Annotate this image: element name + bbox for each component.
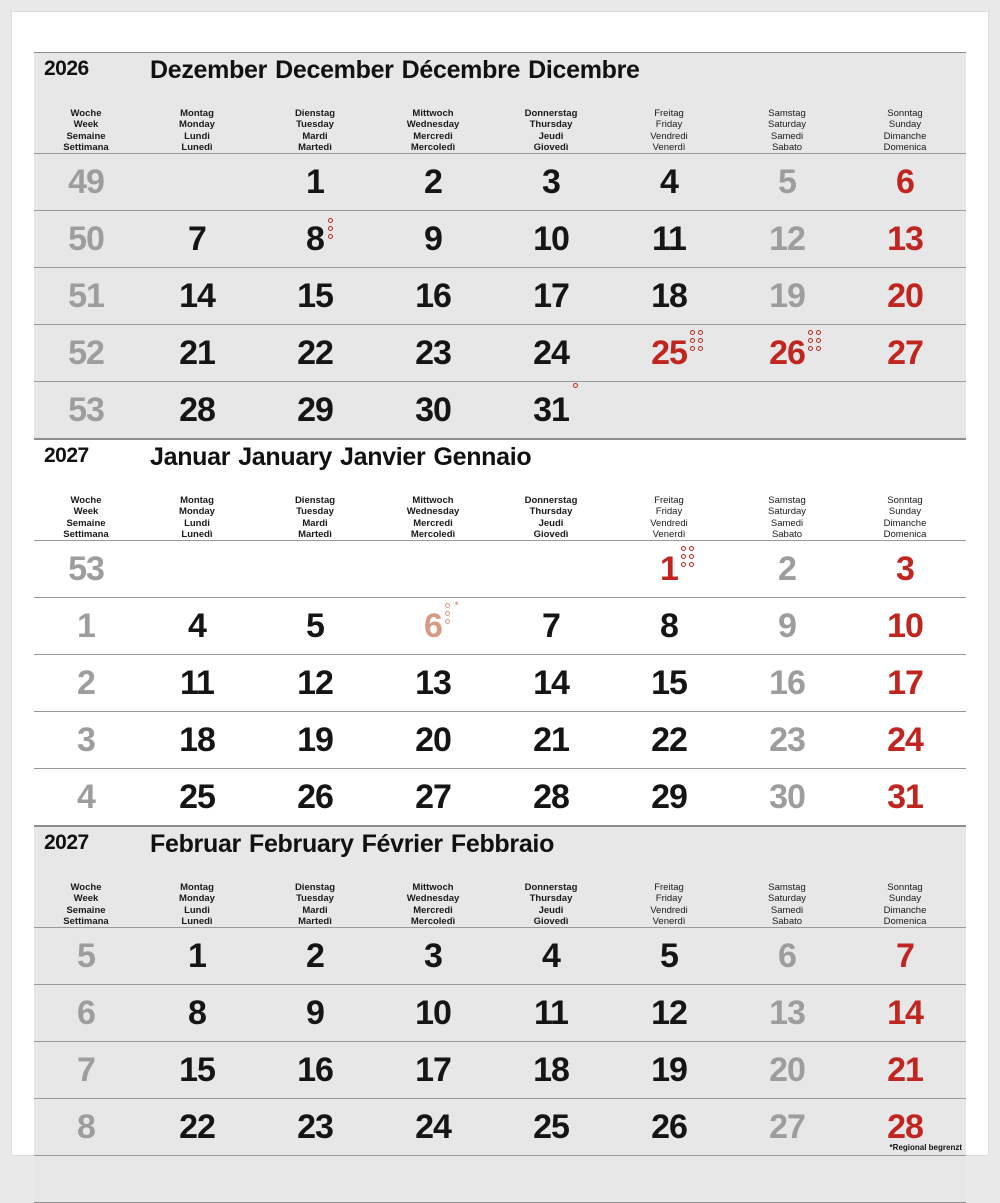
day-cell[interactable] — [610, 550, 728, 589]
footnote: *Regional begrenzt — [889, 1143, 962, 1152]
week-number: 51 — [68, 276, 104, 315]
day-cell[interactable] — [846, 220, 964, 259]
day-cell[interactable] — [256, 721, 374, 760]
day-number — [901, 391, 909, 430]
day-number: 4 — [188, 606, 206, 645]
week-number: 8 — [77, 1107, 95, 1146]
week-number: 53 — [68, 390, 104, 429]
day-number: 9 — [424, 219, 442, 258]
weekday-header-6: Samstag Saturday Samedi Sabato — [767, 882, 807, 927]
day-number: 31 — [533, 391, 569, 430]
day-number: 11 — [180, 663, 214, 702]
day-cell[interactable] — [492, 163, 610, 202]
day-number: 14 — [533, 663, 569, 702]
day-cell[interactable] — [846, 664, 964, 703]
weekday-header-4: Donnerstag Thursday Jeudi Giovedì — [524, 108, 578, 153]
day-cell[interactable] — [728, 607, 846, 646]
day-cell[interactable] — [256, 937, 374, 976]
weekday-header-6: Samstag Saturday Samedi Sabato — [767, 108, 807, 153]
day-number: 21 — [533, 720, 569, 759]
day-number — [665, 391, 673, 430]
weekday-header-1: Montag Monday Lundi Lunedì — [179, 882, 215, 927]
day-cell[interactable] — [256, 550, 374, 589]
weekday-header-2: Dienstag Tuesday Mardi Martedì — [294, 108, 336, 153]
day-number: 28 — [887, 1107, 923, 1146]
week-row — [34, 984, 966, 1041]
weekday-header-row — [34, 107, 966, 153]
day-cell[interactable] — [138, 994, 256, 1033]
day-number: 23 — [415, 333, 451, 372]
week-number: 4 — [77, 777, 95, 816]
day-cell[interactable] — [138, 664, 256, 703]
day-cell[interactable] — [610, 220, 728, 259]
week-row — [34, 1098, 966, 1155]
day-cell[interactable] — [492, 994, 610, 1033]
day-number: 5 — [660, 936, 678, 975]
day-number: 2 — [778, 549, 796, 588]
day-number: 18 — [179, 720, 215, 759]
month-header — [34, 827, 966, 881]
day-number: 22 — [297, 333, 333, 372]
month-names: Dezember December Décembre Dicembre — [150, 56, 640, 84]
day-number: 30 — [769, 777, 805, 816]
day-cell[interactable] — [492, 550, 610, 589]
month-block — [34, 826, 966, 1203]
month-header — [34, 53, 966, 107]
week-number: 6 — [77, 993, 95, 1032]
day-cell[interactable] — [846, 1051, 964, 1090]
weekday-header-3: Mittwoch Wednesday Mercredi Mercoledì — [406, 108, 460, 153]
month-block — [34, 439, 966, 826]
day-number: 7 — [542, 606, 560, 645]
day-cell[interactable] — [610, 937, 728, 976]
day-number: 11 — [534, 993, 568, 1032]
day-cell[interactable] — [728, 220, 846, 259]
day-number: 22 — [651, 720, 687, 759]
day-cell[interactable] — [728, 994, 846, 1033]
day-number: 14 — [179, 276, 215, 315]
day-cell[interactable] — [846, 778, 964, 817]
calendar-body — [34, 52, 966, 1152]
day-number: 5 — [778, 162, 796, 201]
day-cell[interactable] — [846, 607, 964, 646]
day-number: 1 — [660, 550, 678, 589]
day-number: 28 — [179, 390, 215, 429]
day-number: 2 — [424, 162, 442, 201]
day-number: 16 — [769, 663, 805, 702]
day-number — [193, 163, 201, 202]
day-number: 23 — [297, 1107, 333, 1146]
day-number: 15 — [651, 663, 687, 702]
day-cell[interactable] — [374, 163, 492, 202]
week-row — [34, 768, 966, 825]
day-number: 13 — [415, 663, 451, 702]
day-number: 13 — [887, 219, 923, 258]
day-cell[interactable] — [492, 334, 610, 373]
day-number: 15 — [297, 276, 333, 315]
day-number: 17 — [887, 663, 923, 702]
holiday-marker — [688, 322, 712, 352]
day-number: 20 — [769, 1050, 805, 1089]
day-cell[interactable] — [256, 391, 374, 430]
day-number: 16 — [415, 276, 451, 315]
day-number: 7 — [188, 219, 206, 258]
day-number: 26 — [651, 1107, 687, 1146]
weekday-header-4: Donnerstag Thursday Jeudi Giovedì — [524, 882, 578, 927]
day-cell[interactable] — [138, 721, 256, 760]
day-cell[interactable] — [256, 994, 374, 1033]
day-number: 27 — [769, 1107, 805, 1146]
week-row — [34, 324, 966, 381]
year-label: 2027 — [44, 444, 89, 467]
day-cell[interactable] — [610, 721, 728, 760]
day-number — [783, 391, 791, 430]
day-cell[interactable] — [728, 1108, 846, 1147]
day-cell[interactable] — [728, 664, 846, 703]
day-cell[interactable] — [728, 163, 846, 202]
week-number: 3 — [77, 720, 95, 759]
weekday-header-row — [34, 494, 966, 540]
day-cell[interactable] — [256, 220, 374, 259]
day-number: 27 — [415, 777, 451, 816]
day-cell[interactable] — [374, 1108, 492, 1147]
day-cell[interactable] — [138, 391, 256, 430]
day-cell[interactable] — [728, 334, 846, 373]
day-number: 11 — [652, 219, 686, 258]
day-cell[interactable] — [256, 163, 374, 202]
holiday-marker — [570, 379, 594, 409]
day-number: 4 — [660, 162, 678, 201]
day-number: 6 — [896, 162, 914, 201]
weekday-header-7: Sonntag Sunday Dimanche Domenica — [883, 495, 927, 540]
month-names: Februar February Février Febbraio — [150, 830, 555, 858]
day-cell[interactable] — [846, 1108, 964, 1147]
week-number: 7 — [77, 1050, 95, 1089]
week-label: Woche Week Semaine Settimana — [63, 108, 109, 153]
year-label: 2026 — [44, 57, 89, 80]
week-number: 5 — [77, 936, 95, 975]
day-cell[interactable] — [138, 220, 256, 259]
day-cell[interactable] — [492, 1051, 610, 1090]
day-cell[interactable] — [492, 937, 610, 976]
day-number: 20 — [887, 276, 923, 315]
weekday-header-3: Mittwoch Wednesday Mercredi Mercoledì — [406, 495, 460, 540]
day-cell[interactable] — [256, 664, 374, 703]
weekday-header-2: Dienstag Tuesday Mardi Martedì — [294, 882, 336, 927]
day-cell[interactable] — [138, 163, 256, 202]
day-number: 26 — [769, 334, 805, 373]
day-cell[interactable] — [374, 937, 492, 976]
day-number: 18 — [533, 1050, 569, 1089]
day-number — [193, 550, 201, 589]
day-number: 29 — [651, 777, 687, 816]
holiday-marker — [806, 322, 830, 352]
week-row — [34, 540, 966, 597]
day-cell[interactable] — [492, 664, 610, 703]
day-number: 13 — [769, 993, 805, 1032]
day-cell[interactable] — [610, 391, 728, 430]
day-cell[interactable] — [138, 1108, 256, 1147]
day-cell[interactable] — [728, 277, 846, 316]
day-number: 31 — [887, 777, 923, 816]
day-number: 25 — [651, 334, 687, 373]
weekday-header-1: Montag Monday Lundi Lunedì — [179, 495, 215, 540]
day-cell[interactable] — [256, 277, 374, 316]
day-number: 19 — [769, 276, 805, 315]
day-cell[interactable] — [492, 220, 610, 259]
weekday-header-2: Dienstag Tuesday Mardi Martedì — [294, 495, 336, 540]
day-cell[interactable] — [610, 163, 728, 202]
day-number: 25 — [533, 1107, 569, 1146]
day-cell[interactable] — [492, 607, 610, 646]
day-number: 4 — [542, 936, 560, 975]
day-number — [429, 550, 437, 589]
day-number: 24 — [415, 1107, 451, 1146]
day-number: 17 — [415, 1050, 451, 1089]
day-number — [547, 550, 555, 589]
day-cell[interactable] — [256, 334, 374, 373]
day-cell[interactable] — [374, 994, 492, 1033]
day-number: 2 — [306, 936, 324, 975]
month-names: Januar January Janvier Gennaio — [150, 443, 532, 471]
day-cell[interactable] — [846, 721, 964, 760]
day-number: 29 — [297, 390, 333, 429]
day-number: 7 — [896, 936, 914, 975]
weekday-header-5: Freitag Friday Vendredi Venerdì — [650, 108, 688, 153]
week-row — [34, 711, 966, 768]
day-cell[interactable] — [374, 599, 492, 646]
day-cell[interactable] — [138, 550, 256, 589]
day-cell[interactable] — [138, 778, 256, 817]
day-number: 22 — [179, 1107, 215, 1146]
months-container — [34, 52, 966, 1203]
month-block — [34, 52, 966, 439]
day-number: 19 — [651, 1050, 687, 1089]
day-number: 21 — [887, 1050, 923, 1089]
day-cell[interactable] — [492, 391, 610, 430]
day-number: 6 — [778, 936, 796, 975]
weekday-header-5: Freitag Friday Vendredi Venerdì — [650, 882, 688, 927]
week-row — [34, 210, 966, 267]
week-number: 2 — [77, 663, 95, 702]
day-number: 18 — [651, 276, 687, 315]
day-number: 26 — [297, 777, 333, 816]
day-cell[interactable] — [138, 607, 256, 646]
day-number — [311, 550, 319, 589]
week-number: 52 — [68, 333, 104, 372]
day-cell[interactable] — [374, 391, 492, 430]
week-number: 53 — [68, 549, 104, 588]
calendar-sheet — [12, 12, 988, 1155]
day-number: 8 — [306, 220, 324, 259]
week-row — [34, 267, 966, 324]
day-number: 1 — [188, 936, 206, 975]
week-number: 50 — [68, 219, 104, 258]
holiday-marker — [325, 208, 349, 238]
weekday-header-5: Freitag Friday Vendredi Venerdì — [650, 495, 688, 540]
day-cell[interactable] — [256, 607, 374, 646]
day-number: 5 — [306, 606, 324, 645]
week-number: 49 — [68, 162, 104, 201]
day-cell[interactable] — [728, 778, 846, 817]
day-cell[interactable] — [610, 1108, 728, 1147]
day-number: 8 — [188, 993, 206, 1032]
day-cell[interactable] — [256, 778, 374, 817]
day-cell[interactable] — [846, 391, 964, 430]
day-number: 10 — [887, 606, 923, 645]
month-footer-band — [34, 1155, 966, 1202]
holiday-marker: * — [443, 595, 467, 625]
day-cell[interactable] — [138, 277, 256, 316]
day-number: 16 — [297, 1050, 333, 1089]
day-cell[interactable] — [256, 1108, 374, 1147]
week-label: Woche Week Semaine Settimana — [63, 495, 109, 540]
day-cell[interactable] — [492, 721, 610, 760]
week-label: Woche Week Semaine Settimana — [63, 882, 109, 927]
day-number: 6 * — [424, 607, 442, 646]
day-number: 10 — [533, 219, 569, 258]
weekday-header-7: Sonntag Sunday Dimanche Domenica — [883, 108, 927, 153]
day-cell[interactable] — [492, 778, 610, 817]
day-cell[interactable] — [374, 277, 492, 316]
day-cell[interactable] — [138, 334, 256, 373]
week-row — [34, 381, 966, 438]
day-cell[interactable] — [374, 220, 492, 259]
day-number: 8 — [660, 606, 678, 645]
day-number: 12 — [769, 219, 805, 258]
day-cell[interactable] — [374, 778, 492, 817]
day-cell[interactable] — [492, 277, 610, 316]
day-cell[interactable] — [610, 664, 728, 703]
day-cell[interactable] — [846, 994, 964, 1033]
day-cell[interactable] — [374, 1051, 492, 1090]
month-header — [34, 440, 966, 494]
day-cell[interactable] — [728, 550, 846, 589]
day-cell[interactable] — [610, 334, 728, 373]
day-cell[interactable] — [374, 550, 492, 589]
weekday-header-6: Samstag Saturday Samedi Sabato — [767, 495, 807, 540]
day-cell[interactable] — [138, 937, 256, 976]
day-cell[interactable] — [728, 721, 846, 760]
day-number: 3 — [896, 549, 914, 588]
weekday-header-row — [34, 881, 966, 927]
day-cell[interactable] — [610, 994, 728, 1033]
day-number: 25 — [179, 777, 215, 816]
week-number: 1 — [77, 606, 95, 645]
day-cell[interactable] — [374, 334, 492, 373]
day-cell[interactable] — [728, 391, 846, 430]
day-number: 23 — [769, 720, 805, 759]
year-label: 2027 — [44, 831, 89, 854]
day-number: 12 — [297, 663, 333, 702]
week-row — [34, 654, 966, 711]
day-number: 9 — [306, 993, 324, 1032]
day-cell[interactable] — [846, 937, 964, 976]
weekday-header-3: Mittwoch Wednesday Mercredi Mercoledì — [406, 882, 460, 927]
day-cell[interactable] — [492, 1108, 610, 1147]
day-cell[interactable] — [138, 1051, 256, 1090]
week-row — [34, 597, 966, 654]
week-row — [34, 1041, 966, 1098]
holiday-marker — [679, 538, 703, 568]
day-number: 28 — [533, 777, 569, 816]
weekday-header-4: Donnerstag Thursday Jeudi Giovedì — [524, 495, 578, 540]
day-number: 14 — [887, 993, 923, 1032]
day-cell[interactable] — [374, 664, 492, 703]
day-cell[interactable] — [610, 778, 728, 817]
week-row — [34, 927, 966, 984]
day-cell[interactable] — [610, 277, 728, 316]
day-number: 10 — [415, 993, 451, 1032]
day-cell[interactable] — [610, 607, 728, 646]
day-number: 27 — [887, 333, 923, 372]
day-number: 15 — [179, 1050, 215, 1089]
day-number: 30 — [415, 390, 451, 429]
day-number: 20 — [415, 720, 451, 759]
day-cell[interactable] — [846, 550, 964, 589]
day-number: 17 — [533, 276, 569, 315]
day-number: 24 — [887, 720, 923, 759]
day-number: 24 — [533, 333, 569, 372]
week-row — [34, 153, 966, 210]
day-number: 3 — [542, 162, 560, 201]
day-cell[interactable] — [374, 721, 492, 760]
day-number: 9 — [778, 606, 796, 645]
day-cell[interactable] — [256, 1051, 374, 1090]
day-cell[interactable] — [728, 937, 846, 976]
day-cell[interactable] — [610, 1051, 728, 1090]
day-number: 1 — [306, 162, 324, 201]
day-cell[interactable] — [728, 1051, 846, 1090]
day-cell[interactable] — [846, 277, 964, 316]
day-number: 12 — [651, 993, 687, 1032]
day-number: 19 — [297, 720, 333, 759]
day-number: 3 — [424, 936, 442, 975]
day-cell[interactable] — [846, 163, 964, 202]
day-number: 21 — [179, 333, 215, 372]
weekday-header-1: Montag Monday Lundi Lunedì — [179, 108, 215, 153]
day-cell[interactable] — [846, 334, 964, 373]
weekday-header-7: Sonntag Sunday Dimanche Domenica — [883, 882, 927, 927]
